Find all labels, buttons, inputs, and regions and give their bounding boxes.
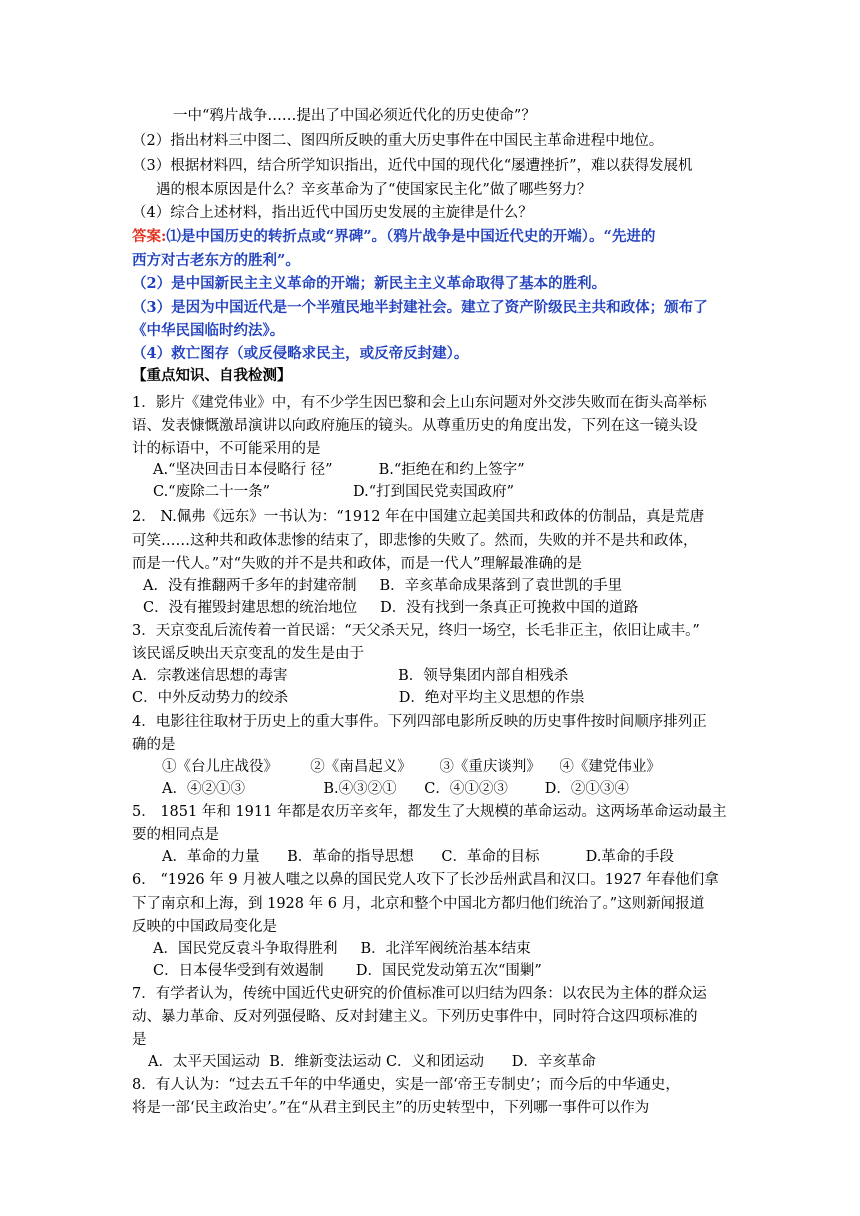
option-line: A．太平天国运动 B．维新变法运动 C．义和团运动 D．辛亥革命 (148, 1054, 596, 1070)
option-line: A．④②①③ B.④③②① C．④①②③ D．②①③④ (162, 781, 629, 797)
option-line: C．日本侵华受到有效遏制 D．国民党发动第五次“围剿” (153, 963, 542, 979)
question-line: 确的是 (132, 737, 176, 753)
question-line: 8．有人认为：“过去五千年的中华通史，实是一部‘帝王专制史’；而今后的中华通史， (132, 1077, 680, 1093)
question-line: （4）综合上述材料，指出近代中国历史发展的主旋律是什么？ (132, 205, 533, 221)
option-line: C．中外反动势力的绞杀 D．绝对平均主义思想的作祟 (132, 690, 585, 706)
question-line: 而是一代人。”对“失败的并不是共和政体，而是一代人”理解最准确的是 (132, 556, 582, 572)
option-line: C.“废除二十一条” D.“打到国民党卖国政府” (153, 484, 515, 500)
answer-line: 西方对古老东方的胜利”。 (132, 252, 300, 269)
question-line: 可笑……这种共和政体悲惨的结束了，即悲惨的失败了。然而，失败的并不是共和政体， (132, 533, 698, 549)
question-line: 一中“鸦片战争……提出了中国必须近代化的历史使命”？ (173, 108, 536, 124)
option-line: ①《台儿庄战役》 ②《南昌起义》 ③《重庆谈判》 ④《建党伟业》 (162, 759, 661, 775)
option-line: A．国民党反袁斗争取得胜利 B．北洋军阀统治基本结束 (153, 941, 531, 957)
answer-line: 《中华民国临时约法》。 (132, 322, 285, 339)
answer-line: （4）救亡图存（或反侵略求民主，或反帝反封建）。 (132, 345, 469, 362)
section-heading: 【重点知识、自我检测】 (132, 367, 292, 384)
question-line: 遇的根本原因是什么？辛亥革命为了“使国家民主化”做了哪些努力？ (156, 182, 592, 198)
question-line: 将是一部‘民主政治史’。”在“从君主到民主”的历史转型中，下列哪一事件可以作为 (132, 1100, 650, 1116)
option-line: A．革命的力量 B．革命的指导思想 C．革命的目标 D.革命的手段 (162, 849, 674, 865)
question-line: 下了南京和上海，到 1928 年 6 月，北京和整个中国北方都归他们统治了。”这则新闻报道 (132, 896, 705, 912)
question-line: 2． N.佩弗《远东》一书认为：“1912 年在中国建立起美国共和政体的仿制品，真是荒唐 (132, 509, 705, 525)
answer-line (132, 227, 655, 247)
question-line: 反映的中国政局变化是 (132, 919, 277, 935)
option-line: A．没有推翻两千多年的封建帝制 B．辛亥革命成果落到了袁世凯的手里 (143, 578, 623, 594)
answer-line: （3）是因为中国近代是一个半殖民地半封建社会。建立了资产阶级民主共和政体；颁布了 (132, 299, 708, 316)
question-line: 要的相同点是 (132, 827, 219, 843)
question-line: 动、暴力革命、反对列强侵略、反对封建主义。下列历史事件中，同时符合这四项标准的 (132, 1009, 698, 1025)
question-line: 4．电影往往取材于历史上的重大事件。下列四部电影所反映的历史事件按时间顺序排列正 (132, 714, 707, 730)
option-line: C．没有摧毁封建思想的统治地位 D．没有找到一条真正可挽救中国的道路 (143, 600, 639, 616)
option-line: A.“坚决回击日本侵略行 径” B.“拒绝在和约上签字” (153, 462, 525, 478)
answer-text: ⑴是中国历史的转折点或“界碑”。（鸦片战争是中国近代史的开端）。“先进的 (166, 228, 656, 245)
question-line: 计的标语中，不可能采用的是 (132, 441, 321, 457)
option-line: A．宗教迷信思想的毒害 B．领导集团内部自相残杀 (132, 668, 569, 684)
question-line: 是 (132, 1032, 147, 1048)
answer-line: （2）是中国新民主主义革命的开端；新民主主义革命取得了基本的胜利。 (132, 275, 607, 292)
question-line: 该民谣反映出天京变乱的发生是由于 (132, 646, 364, 662)
question-line: （2）指出材料三中图二、图四所反映的重大历史事件在中国民主革命进程中地位。 (132, 133, 664, 149)
question-line: 6． “1926 年 9 月被人嗤之以鼻的国民党人攻下了长沙岳州武昌和汉口。1927 年春他们拿 (132, 872, 719, 888)
answer-label: 答案: (132, 228, 167, 245)
question-line: （3）根据材料四，结合所学知识指出，近代中国的现代化“屡遭挫折”，难以获得发展机 (132, 158, 693, 174)
question-line: 3．天京变乱后流传着一首民谣：“天父杀天兄，终归一场空，长毛非正主，依旧让咸丰。” (132, 623, 700, 639)
question-line: 5． 1851 年和 1911 年都是农历辛亥年，都发生了大规模的革命运动。这两场革命运动最主 (132, 804, 727, 820)
question-line: 7．有学者认为，传统中国近代史研究的价值标准可以归结为四条：以农民为主体的群众运 (132, 986, 707, 1002)
question-line: 语、发表慷慨激昂演讲以向政府施压的镜头。从尊重历史的角度出发，下列在这一镜头设 (132, 418, 698, 434)
question-line: 1．影片《建党伟业》中，有不少学生因巴黎和会上山东问题对外交涉失败而在街头高举标 (132, 395, 707, 411)
